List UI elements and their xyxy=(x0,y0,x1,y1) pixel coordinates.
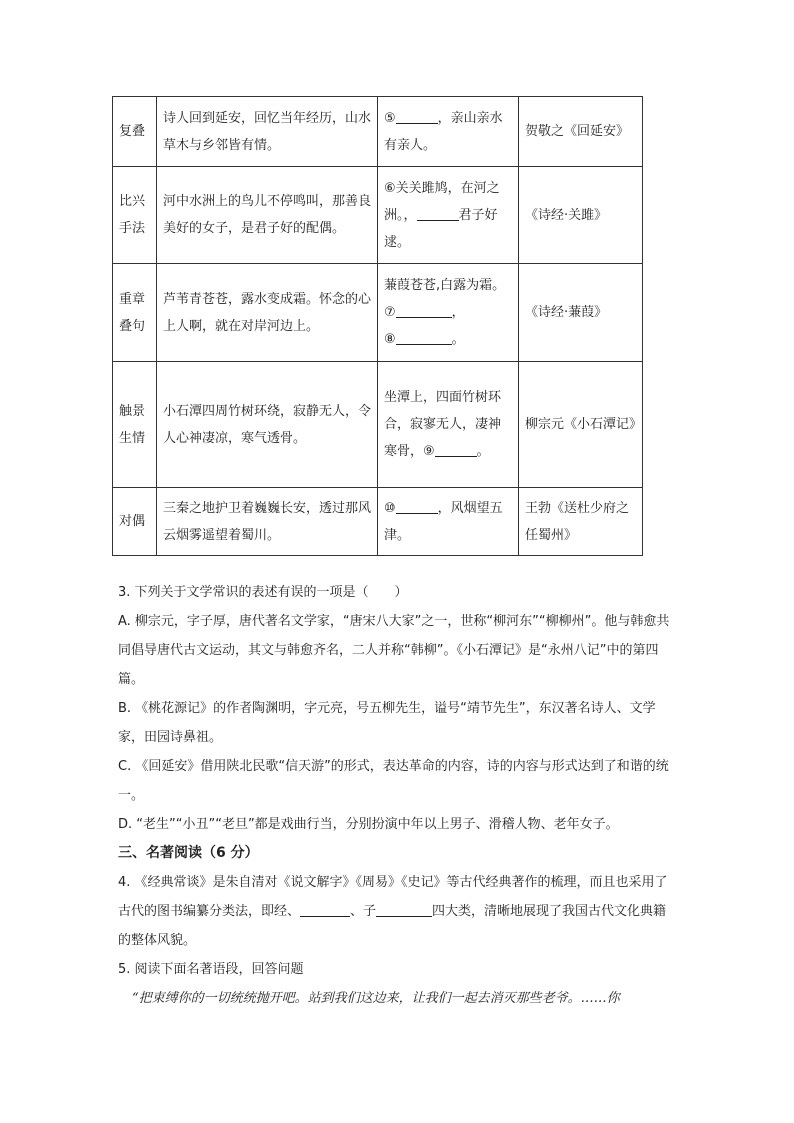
answer-blank[interactable] xyxy=(417,206,459,221)
category-cell: 触景生情 xyxy=(113,362,157,488)
verse-cell xyxy=(378,97,519,167)
answer-blank[interactable] xyxy=(396,499,438,514)
verse-cell xyxy=(378,264,519,362)
q3-option-d[interactable]: D. “老生”“小丑”“老旦”都是戏曲行当，分别扮演中年以上男子、滑稽人物、老年女子。 xyxy=(118,817,619,832)
q3-option-b[interactable]: B. 《桃花源记》的作者陶渊明，字元亮，号五柳先生，谥号“靖节先生”，东汉著名诗人、文学家，田园诗鼻祖。 xyxy=(118,701,656,745)
meaning-cell: 小石潭四周竹树环绕，寂静无人，令人心神凄凉，寒气透骨。 xyxy=(157,362,378,488)
meaning-cell: 诗人回到延安，回忆当年经历，山水草木与乡邻皆有情。 xyxy=(157,97,378,167)
verse-text: 。 xyxy=(451,332,465,347)
verse-text: ， xyxy=(451,305,465,320)
section-heading: 三、名著阅读（6 分） xyxy=(118,845,259,861)
verse-cell xyxy=(378,488,519,556)
table-row xyxy=(113,167,643,264)
verse-text: ⑤ xyxy=(384,110,396,126)
table-row xyxy=(113,97,643,167)
verse-text: ⑧ xyxy=(384,332,396,347)
q4-part: 4. 《经典常谈》是朱自清对《说文解字》《周易》《史记》等古代经典著作的梳理，而且也采用了古代的图书编纂分类法，即经、 xyxy=(118,875,668,919)
meaning-cell: 三秦之地护卫着巍巍长安，透过那风云烟雾遥望着蜀川。 xyxy=(157,488,378,556)
q3-option-c[interactable]: C. 《回延安》借用陕北民歌“信天游”的形式，表达革命的内容，诗的内容与形式达到了和谐的统一。 xyxy=(118,759,669,803)
answer-blank[interactable] xyxy=(396,303,452,318)
source-cell: 柳宗元《小石潭记》 xyxy=(519,362,643,488)
verse-text: ⑦ xyxy=(384,305,396,320)
answer-blank[interactable] xyxy=(376,902,432,917)
category-cell: 对偶 xyxy=(113,488,157,556)
source-cell: 王勃《送杜少府之任蜀州》 xyxy=(519,488,643,556)
meaning-cell: 河中水洲上的鸟儿不停鸣叫，那善良美好的女子，是君子好的配偶。 xyxy=(157,167,378,264)
q4-part: 四大类，清晰地展现了我国古代文化典籍的整体风貌。 xyxy=(118,904,667,948)
answer-blank[interactable] xyxy=(435,442,477,457)
answer-blank[interactable] xyxy=(396,109,438,124)
answer-blank[interactable] xyxy=(300,902,350,917)
source-cell: 贺敬之《回延安》 xyxy=(519,97,643,167)
source-cell: 《诗经·关雎》 xyxy=(519,167,643,264)
table-row xyxy=(113,264,643,362)
q5-quote: “把束缚你的一切统统抛开吧。站到我们这边来，让我们一起去消灭那些老爷。……你 xyxy=(132,991,620,1006)
verse-text: ，风烟望五津。 xyxy=(384,500,503,543)
verse-line xyxy=(384,299,512,326)
verse-line xyxy=(384,326,512,353)
q3-option-a[interactable]: A. 柳宗元，字子厚，唐代著名文学家，“唐宋八大家”之一，世称“柳河东”“柳柳州”。他与韩愈共同倡导唐代古文运动，其文与韩愈齐名，二人并称“韩柳”。《小石潭记》是“永州八记”中的第四篇。 xyxy=(118,614,670,687)
meaning-cell: 芦苇青苍苍，露水变成霜。怀念的心上人啊，就在对岸河边上。 xyxy=(157,264,378,362)
verse-line: 蒹葭苍苍,白露为霜。 xyxy=(384,278,506,293)
table-row xyxy=(113,488,643,556)
verse-cell xyxy=(378,167,519,264)
verse-text: 坐潭上，四面竹树环合，寂寥无人，凄神寒骨，⑨ xyxy=(384,390,502,459)
question-text-block xyxy=(118,578,678,1013)
table-row xyxy=(113,362,643,488)
verse-text: ⑥关关雎鸠，在河之洲。， xyxy=(384,180,500,223)
category-cell: 复叠 xyxy=(113,97,157,167)
verse-text: ，亲山亲水有亲人。 xyxy=(384,110,503,153)
category-cell: 重章叠句 xyxy=(113,264,157,362)
verse-cell xyxy=(378,362,519,488)
q5-stem: 5. 阅读下面名著语段，回答问题 xyxy=(118,962,304,977)
verse-text: 君子好逑。 xyxy=(384,207,498,250)
verse-text: ⑩ xyxy=(384,500,396,516)
verse-text: 。 xyxy=(476,444,490,459)
q3-stem: 3. 下列关于文学常识的表述有误的一项是（ ） xyxy=(118,585,408,600)
q4-text xyxy=(118,868,678,955)
q4-part: 、子 xyxy=(350,904,377,919)
literature-table xyxy=(112,96,643,556)
source-cell: 《诗经·蒹葭》 xyxy=(519,264,643,362)
category-cell: 比兴手法 xyxy=(113,167,157,264)
answer-blank[interactable] xyxy=(396,330,452,345)
